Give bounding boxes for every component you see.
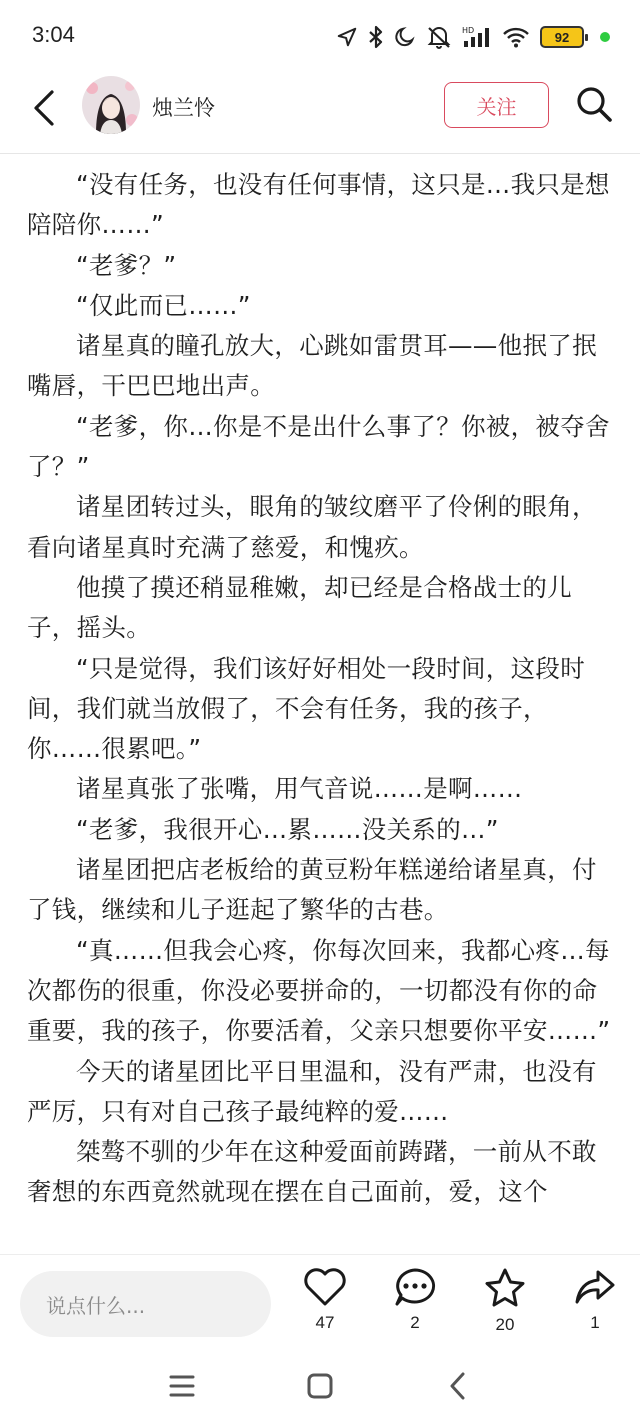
svg-text:HD: HD [462,26,475,35]
comment-input[interactable]: 说点什么... [20,1271,271,1337]
search-icon [574,84,614,124]
hd-signal-icon [462,25,492,49]
favorite-button[interactable] [475,1267,535,1335]
article-paragraph: “真……但我会心疼，你每次回来，我都心疼…每次都伤的很重，你没必要拼命的，一切都没有你的命重要，我的孩子，你要活着，父亲只想要你平安……” [27,935,611,1046]
favorite-count: 20 [495,1315,515,1334]
share-button[interactable] [565,1267,625,1333]
status-time: 3:04 [32,22,75,47]
wifi-icon [502,26,530,48]
nav-home-button[interactable] [300,1370,340,1402]
article-paragraph: 诸星真张了张嘴，用气音说……是啊…… [76,774,523,804]
nav-back-button[interactable] [438,1370,478,1402]
comment-button[interactable] [385,1267,445,1333]
article-paragraph: “只是觉得，我们该好好相处一段时间，这段时间，我们就当放假了，不会有任务，我的孩子，你……很累吧。” [27,653,585,764]
back-button[interactable] [28,88,62,128]
article-paragraph: 诸星团转过头，眼角的皱纹磨平了伶俐的眼角，看向诸星真时充满了慈爱，和愧疚。 [27,492,597,562]
bluetooth-icon [368,25,384,49]
like-button[interactable] [295,1267,355,1333]
article-paragraph: “老爹？” [76,250,177,280]
battery-icon: 92 [540,26,584,48]
avatar-image-icon [82,76,140,134]
nav-back-icon [438,1370,478,1402]
share-arrow-icon [573,1267,617,1307]
home-square-icon [300,1370,340,1402]
share-count: 1 [590,1313,600,1332]
back-arrow-icon [28,88,62,128]
comment-count: 2 [410,1313,420,1332]
nav-menu-button[interactable] [162,1370,202,1402]
bottom-action-bar [0,1254,640,1354]
avatar[interactable] [82,76,140,134]
comment-bubble-icon [393,1267,437,1307]
article-body[interactable] [0,155,640,1253]
article-paragraph: “老爹，你…你是不是出什么事了？你被，被夺舍了？” [27,411,610,482]
article-paragraph: 他摸了摸还稍显稚嫩，却已经是合格战士的儿子，摇头。 [27,572,572,643]
app-header [0,76,640,154]
article-paragraph: “老爹，我很开心…累……没关系的…” [76,814,499,844]
menu-icon [162,1370,202,1402]
status-bar [0,0,640,76]
follow-button[interactable]: 关注 [444,82,549,128]
moon-icon [394,26,416,48]
article-paragraph: “没有任务，也没有任何事情，这只是…我只是想陪陪你……” [27,170,610,240]
article-paragraph: 今天的诸星团比平日里温和，没有严肃，也没有严厉，只有对自己孩子最纯粹的爱…… [27,1056,597,1126]
author-name[interactable]: 烛兰怜 [152,96,215,120]
article-paragraph: 诸星团把店老板给的黄豆粉年糕递给诸星真，付了钱，继续和儿子逛起了繁华的古巷。 [27,855,597,925]
article-paragraph: “仅此而已……” [76,290,251,320]
status-icons [336,22,610,52]
article-paragraph: 诸星真的瞳孔放大，心跳如雷贯耳——他抿了抿嘴唇，干巴巴地出声。 [27,331,597,401]
article-paragraph: 桀骜不驯的少年在这种爱面前踌躇，一前从不敢奢想的东西竟然就现在摆在自己面前，爱，这个 [27,1137,597,1207]
system-nav-bar [0,1354,640,1422]
search-button[interactable] [574,84,614,124]
privacy-dot-icon [600,32,610,42]
location-icon [336,26,358,48]
mute-icon [426,25,452,49]
star-icon [483,1267,527,1309]
like-count: 47 [315,1313,335,1332]
heart-icon [303,1267,347,1307]
